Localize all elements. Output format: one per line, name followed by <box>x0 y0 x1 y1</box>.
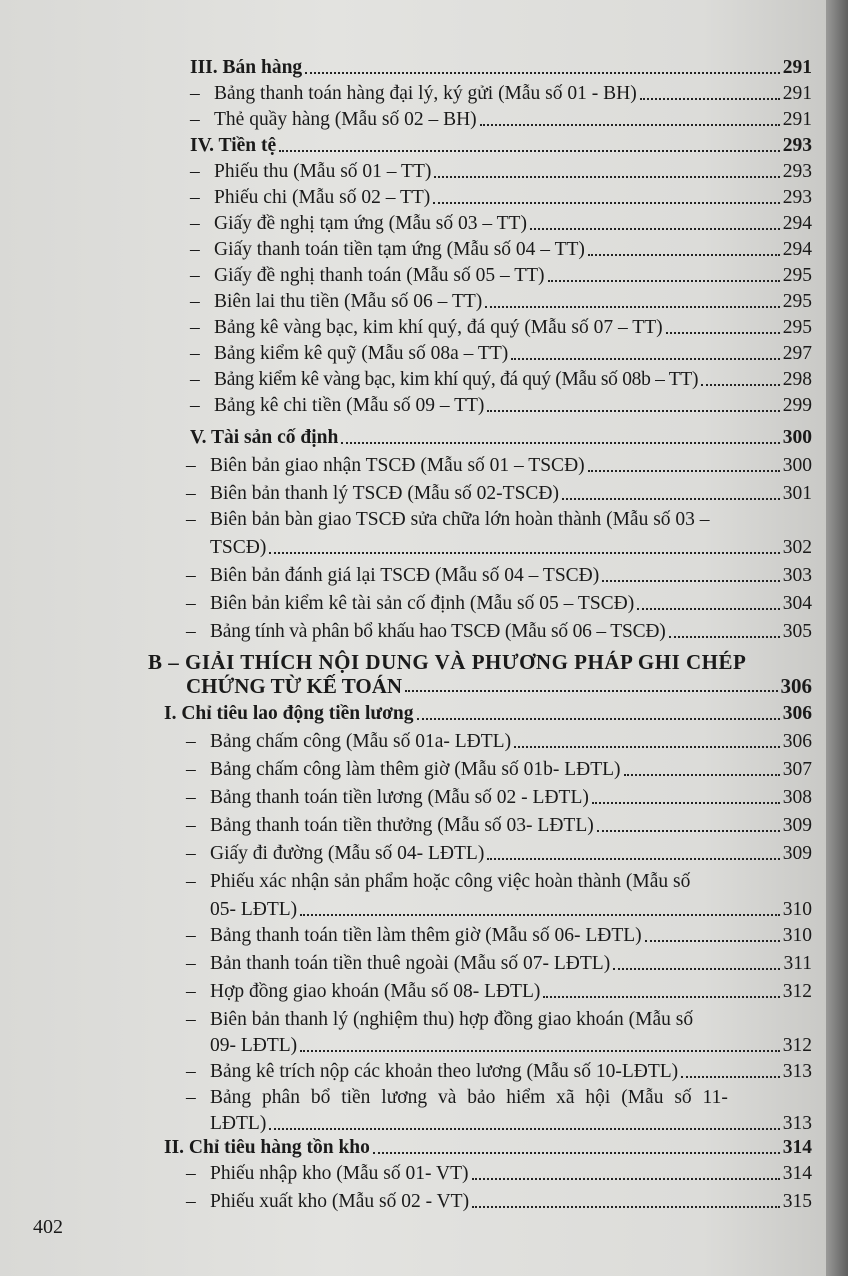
toc-item <box>190 368 812 392</box>
toc-item-label: Giấy thanh toán tiền tạm ứng (Mẫu số 04 – TT) <box>214 239 585 260</box>
toc-item-continuation <box>210 1112 812 1136</box>
toc-item-label: LĐTL) <box>210 1113 267 1134</box>
toc-item <box>190 212 812 236</box>
dot-leader <box>305 71 780 74</box>
dot-leader <box>624 773 780 776</box>
toc-page-number: 310 <box>782 899 812 920</box>
bullet-dash: – <box>190 343 200 364</box>
toc-item <box>186 786 812 810</box>
toc-page-number: 299 <box>782 395 812 416</box>
toc-item-label: Phiếu nhập kho (Mẫu số 01- VT) <box>210 1163 469 1184</box>
toc-page-number: 293 <box>782 161 812 182</box>
toc-item-label: Biên bản bàn giao TSCĐ sửa chữa lớn hoàn thành (Mẫu số 03 – <box>210 509 710 530</box>
toc-item <box>190 264 812 288</box>
toc-item <box>186 814 812 838</box>
dot-leader <box>588 469 780 472</box>
toc-page-number: 306 <box>782 731 812 752</box>
toc-item-line1 <box>186 1008 693 1032</box>
toc-item-label: Biên bản giao nhận TSCĐ (Mẫu số 01 – TSCĐ) <box>210 455 585 476</box>
toc-section-currency <box>190 134 812 158</box>
bullet-dash: – <box>186 843 196 864</box>
dot-leader <box>514 745 780 748</box>
dot-leader <box>405 689 777 692</box>
toc-page-number: 308 <box>782 787 812 808</box>
toc-page-number: 313 <box>782 1113 812 1134</box>
toc-section-fixed-assets <box>190 426 812 450</box>
dot-leader <box>562 497 780 500</box>
toc-item-label: Bảng chấm công làm thêm giờ (Mẫu số 01b- LĐTL) <box>210 759 621 780</box>
toc-page-number: 309 <box>782 815 812 836</box>
dot-leader <box>530 227 780 230</box>
toc-section-title: II. Chỉ tiêu hàng tồn kho <box>164 1137 370 1158</box>
toc-page-number: 293 <box>782 187 812 208</box>
toc-item-label: Bảng thanh toán tiền thưởng (Mẫu số 03- LĐTL) <box>210 815 594 836</box>
toc-page-number: 313 <box>782 1061 812 1082</box>
toc-page-number: 305 <box>782 621 812 642</box>
toc-item <box>190 290 812 314</box>
dot-leader <box>640 97 780 100</box>
bullet-dash: – <box>186 565 196 586</box>
toc-section-sales <box>190 56 812 80</box>
toc-page-number: 312 <box>782 981 812 1002</box>
toc-page-number: 295 <box>782 317 812 338</box>
toc-section-title: CHỨNG TỪ KẾ TOÁN <box>186 674 403 698</box>
toc-page-number: 300 <box>782 427 812 448</box>
toc-item-label: Giấy đề nghị thanh toán (Mẫu số 05 – TT) <box>214 265 545 286</box>
dot-leader <box>588 253 780 256</box>
bullet-dash: – <box>186 759 196 780</box>
toc-item-continuation <box>210 898 812 922</box>
dot-leader <box>341 441 779 444</box>
toc-item-label: Giấy đi đường (Mẫu số 04- LĐTL) <box>210 843 485 864</box>
bullet-dash: – <box>186 1087 196 1108</box>
toc-item-label: Bảng kê trích nộp các khoản theo lương (Mẫu số 10-LĐTL) <box>210 1061 679 1082</box>
toc-item-label: Bảng thanh toán hàng đại lý, ký gửi (Mẫu số 01 - BH) <box>214 83 637 104</box>
page-number: 402 <box>33 1216 63 1238</box>
toc-item-label: Biên bản thanh lý (nghiệm thu) hợp đồng giao khoán (Mẫu số <box>210 1009 694 1030</box>
bullet-dash: – <box>186 1191 196 1212</box>
toc-page-number: 291 <box>782 83 812 104</box>
toc-item-continuation <box>210 536 812 560</box>
toc-page-number: 311 <box>783 953 812 974</box>
bullet-dash: – <box>190 395 200 416</box>
toc-page-number: 304 <box>782 593 812 614</box>
bullet-dash: – <box>190 239 200 260</box>
bullet-dash: – <box>186 981 196 1002</box>
dot-leader <box>269 1127 779 1130</box>
toc-page-number: 293 <box>782 135 812 156</box>
toc-page-number: 306 <box>780 674 812 698</box>
dot-leader <box>645 939 780 942</box>
bullet-dash: – <box>190 291 200 312</box>
toc-page-number: 310 <box>782 925 812 946</box>
toc-page-number: 306 <box>782 703 812 724</box>
toc-section-title: IV. Tiền tệ <box>190 135 277 156</box>
toc-item-label: Phiếu xác nhận sản phẩm hoặc công việc hoàn thành (Mẫu số <box>210 871 691 892</box>
toc-item-label: Bảng kê vàng bạc, kim khí quý, đá quý (Mẫu số 07 – TT) <box>214 317 663 338</box>
dot-leader <box>681 1075 780 1078</box>
toc-page-number: 307 <box>782 759 812 780</box>
toc-item-label: Thẻ quầy hàng (Mẫu số 02 – BH) <box>214 109 477 130</box>
dot-leader <box>279 149 780 152</box>
toc-item <box>186 924 812 948</box>
dot-leader <box>485 305 779 308</box>
bullet-dash: – <box>186 1061 196 1082</box>
toc-page-number: 298 <box>782 369 812 390</box>
bullet-dash: – <box>186 871 196 892</box>
toc-item <box>190 82 812 106</box>
toc-item <box>190 394 812 418</box>
toc-item-label: Bảng thanh toán tiền làm thêm giờ (Mẫu số 06- LĐTL) <box>210 925 642 946</box>
bullet-dash: – <box>186 1163 196 1184</box>
dot-leader <box>480 123 780 126</box>
dot-leader <box>669 635 780 638</box>
dot-leader <box>592 801 780 804</box>
toc-page-number: 295 <box>782 291 812 312</box>
toc-item-label: Bảng thanh toán tiền lương (Mẫu số 02 - LĐTL) <box>210 787 589 808</box>
dot-leader <box>487 857 779 860</box>
bullet-dash: – <box>186 787 196 808</box>
toc-item <box>186 1162 812 1186</box>
dot-leader <box>597 829 780 832</box>
toc-item <box>190 316 812 340</box>
toc-item-label: Phiếu chi (Mẫu số 02 – TT) <box>214 187 431 208</box>
toc-item <box>186 592 812 616</box>
toc-item <box>190 238 812 262</box>
toc-item-line1 <box>186 1086 728 1110</box>
toc-page-number: 294 <box>782 213 812 234</box>
toc-page-number: 314 <box>782 1137 812 1158</box>
bullet-dash: – <box>190 265 200 286</box>
toc-section-title: III. Bán hàng <box>190 57 303 78</box>
toc-page-number: 297 <box>782 343 812 364</box>
toc-section-inventory <box>164 1136 812 1160</box>
toc-item-line1 <box>186 870 690 894</box>
dot-leader <box>637 607 780 610</box>
toc-item-label: Bản thanh toán tiền thuê ngoài (Mẫu số 07- LĐTL) <box>210 953 611 974</box>
toc-item <box>186 980 812 1004</box>
toc-page-number: 300 <box>782 455 812 476</box>
toc-item <box>190 160 812 184</box>
toc-section-title: I. Chỉ tiêu lao động tiền lương <box>164 703 414 724</box>
toc-item-label: 09- LĐTL) <box>210 1035 298 1056</box>
toc-item-label: Biên lai thu tiền (Mẫu số 06 – TT) <box>214 291 483 312</box>
bullet-dash: – <box>186 731 196 752</box>
dot-leader <box>548 279 780 282</box>
toc-item <box>186 952 812 976</box>
dot-leader <box>472 1205 780 1208</box>
bullet-dash: – <box>186 815 196 836</box>
toc-item-line1 <box>186 508 710 532</box>
toc-item-label: Bảng kiểm kê quỹ (Mẫu số 08a – TT) <box>214 343 509 364</box>
toc-item-label: Bảng kiểm kê vàng bạc, kim khí quý, đá quý (Mẫu số 08b – TT) <box>214 369 699 390</box>
bullet-dash: – <box>190 369 200 390</box>
part-b-heading-line2 <box>186 674 812 698</box>
toc-item-label: Bảng tính và phân bổ khấu hao TSCĐ (Mẫu số 06 – TSCĐ) <box>210 621 666 642</box>
dot-leader <box>613 967 780 970</box>
toc-page-number: 291 <box>782 109 812 130</box>
bullet-dash: – <box>186 455 196 476</box>
dot-leader <box>433 201 779 204</box>
toc-item-label: Phiếu xuất kho (Mẫu số 02 - VT) <box>210 1191 470 1212</box>
toc-page-number: 303 <box>782 565 812 586</box>
toc-item-label: Biên bản đánh giá lại TSCĐ (Mẫu số 04 – TSCĐ) <box>210 565 600 586</box>
toc-page-number: 315 <box>782 1191 812 1212</box>
dot-leader <box>300 1049 780 1052</box>
dot-leader <box>472 1177 780 1180</box>
toc-item <box>186 730 812 754</box>
toc-page-number: 309 <box>782 843 812 864</box>
toc-page-number: 314 <box>782 1163 812 1184</box>
toc-item-label: 05- LĐTL) <box>210 899 298 920</box>
toc-page-number: 294 <box>782 239 812 260</box>
toc-section-title: V. Tài sản cố định <box>190 427 339 448</box>
bullet-dash: – <box>186 953 196 974</box>
toc-item-label: Bảng phân bổ tiền lương và bảo hiểm xã hội (Mẫu số 11- <box>210 1087 728 1108</box>
dot-leader <box>543 995 779 998</box>
toc-item-label: Hợp đồng giao khoán (Mẫu số 08- LĐTL) <box>210 981 541 1002</box>
bullet-dash: – <box>186 593 196 614</box>
toc-item <box>186 482 812 506</box>
bullet-dash: – <box>190 213 200 234</box>
toc-item <box>190 342 812 366</box>
toc-item-label: TSCĐ) <box>210 537 267 558</box>
page-edge-shadow <box>826 0 848 1276</box>
toc-item-label: Biên bản kiểm kê tài sản cố định (Mẫu số 05 – TSCĐ) <box>210 593 635 614</box>
toc-item <box>186 564 812 588</box>
bullet-dash: – <box>190 317 200 338</box>
dot-leader <box>511 357 779 360</box>
toc-item <box>186 758 812 782</box>
toc-item <box>186 1060 812 1084</box>
bullet-dash: – <box>186 483 196 504</box>
dot-leader <box>602 579 779 582</box>
toc-item-label: Biên bản thanh lý TSCĐ (Mẫu số 02-TSCĐ) <box>210 483 560 504</box>
dot-leader <box>417 717 780 720</box>
toc-page-number: 302 <box>782 537 812 558</box>
toc-item <box>186 1190 812 1214</box>
toc-item-label: Phiếu thu (Mẫu số 01 – TT) <box>214 161 432 182</box>
bullet-dash: – <box>186 509 196 530</box>
toc-item-label: Giấy đề nghị tạm ứng (Mẫu số 03 – TT) <box>214 213 527 234</box>
toc-item <box>190 186 812 210</box>
toc-page-number: 312 <box>782 1035 812 1056</box>
bullet-dash: – <box>190 109 200 130</box>
toc-item <box>186 842 812 866</box>
toc-item <box>190 108 812 132</box>
toc-item-label: Bảng chấm công (Mẫu số 01a- LĐTL) <box>210 731 512 752</box>
dot-leader <box>269 551 779 554</box>
toc-page-number: 301 <box>782 483 812 504</box>
toc-item-continuation <box>210 1034 812 1058</box>
bullet-dash: – <box>190 83 200 104</box>
bullet-dash: – <box>190 161 200 182</box>
bullet-dash: – <box>186 621 196 642</box>
bullet-dash: – <box>186 1009 196 1030</box>
toc-item-label: Bảng kê chi tiền (Mẫu số 09 – TT) <box>214 395 485 416</box>
toc-item <box>186 454 812 478</box>
toc-page-number: 295 <box>782 265 812 286</box>
toc-item <box>186 620 812 644</box>
bullet-dash: – <box>186 925 196 946</box>
dot-leader <box>701 383 780 386</box>
bullet-dash: – <box>190 187 200 208</box>
dot-leader <box>373 1151 780 1154</box>
dot-leader <box>487 409 779 412</box>
toc-page-number: 291 <box>782 57 812 78</box>
dot-leader <box>300 913 780 916</box>
toc-section-labor-wages <box>164 702 812 726</box>
dot-leader <box>434 175 779 178</box>
part-b-heading-line1: B – GIẢI THÍCH NỘI DUNG VÀ PHƯƠNG PHÁP GHI CHÉP <box>148 650 747 674</box>
dot-leader <box>666 331 780 334</box>
